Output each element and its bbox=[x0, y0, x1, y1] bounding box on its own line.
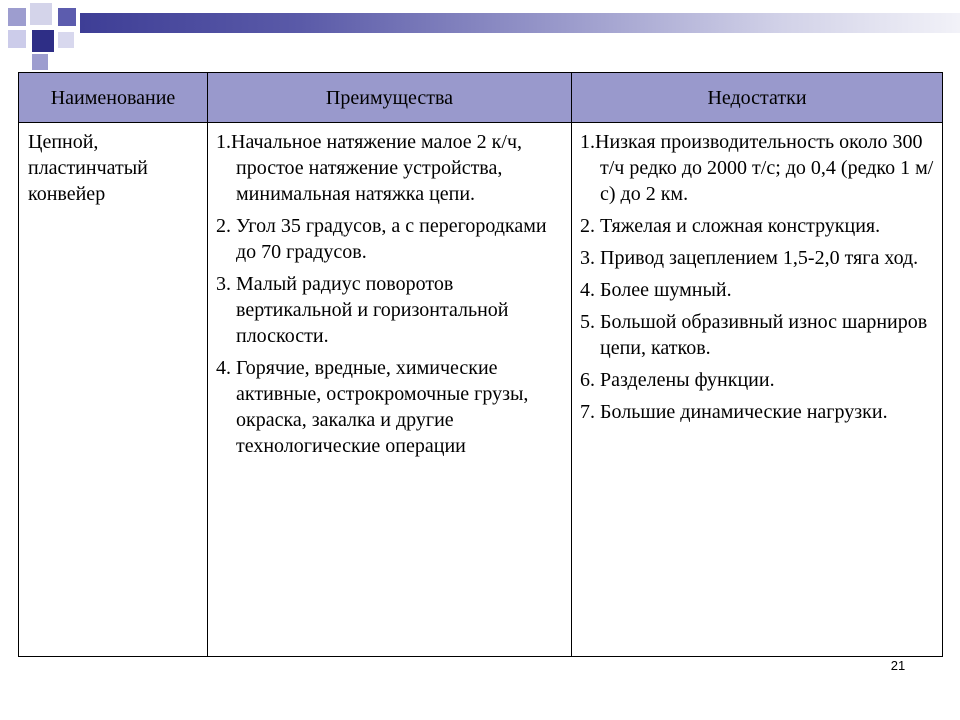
table-header-row bbox=[19, 73, 943, 123]
advantage-item: 1.Начальное натяжение малое 2 к/ч, простое натяжение устройства, минимальная натяжка цепи. bbox=[216, 131, 523, 205]
disadvantages-list bbox=[580, 129, 934, 425]
header-gradient-bar bbox=[80, 13, 960, 33]
page-number: 21 bbox=[890, 658, 906, 673]
header-advantages: Преимущества bbox=[208, 73, 572, 123]
decor-square-1 bbox=[8, 8, 26, 26]
disadvantage-item: 7. Большие динамические нагрузки. bbox=[580, 401, 888, 423]
comparison-table bbox=[18, 72, 943, 657]
table-row bbox=[19, 123, 943, 657]
disadvantage-item: 4. Более шумный. bbox=[580, 279, 732, 301]
disadvantage-item: 2. Тяжелая и сложная конструкция. bbox=[580, 215, 881, 237]
decor-square-4 bbox=[8, 30, 26, 48]
decor-square-6 bbox=[58, 32, 74, 48]
advantage-item: 2. Угол 35 градусов, а с перегородками до 70 градусов. bbox=[216, 215, 547, 263]
decor-square-2 bbox=[30, 3, 52, 25]
disadvantage-item: 5. Большой образивный износ шарниров цепи, катков. bbox=[580, 311, 928, 359]
advantages-list bbox=[216, 129, 563, 459]
cell-name: Цепной, пластинчатый конвейер bbox=[19, 123, 208, 657]
decor-square-3 bbox=[58, 8, 76, 26]
header-disadvantages: Недостатки bbox=[572, 73, 943, 123]
cell-disadvantages bbox=[572, 123, 943, 657]
header-name: Наименование bbox=[19, 73, 208, 123]
advantage-item: 4. Горячие, вредные, химические активные, острокромочные грузы, окраска, закалка и другие технологические операции bbox=[216, 357, 529, 457]
disadvantage-item: 3. Привод зацеплением 1,5-2,0 тяга ход. bbox=[580, 247, 919, 269]
decor-square-7 bbox=[32, 54, 48, 70]
decor-square-5 bbox=[32, 30, 54, 52]
disadvantage-item: 1.Низкая производительность около 300 т/ч редко до 2000 т/с; до 0,4 (редко 1 м/с) до 2 км. bbox=[580, 131, 934, 205]
advantage-item: 3. Малый радиус поворотов вертикальной и горизонтальной плоскости. bbox=[216, 273, 509, 347]
cell-advantages bbox=[208, 123, 572, 657]
disadvantage-item: 6. Разделены функции. bbox=[580, 369, 775, 391]
